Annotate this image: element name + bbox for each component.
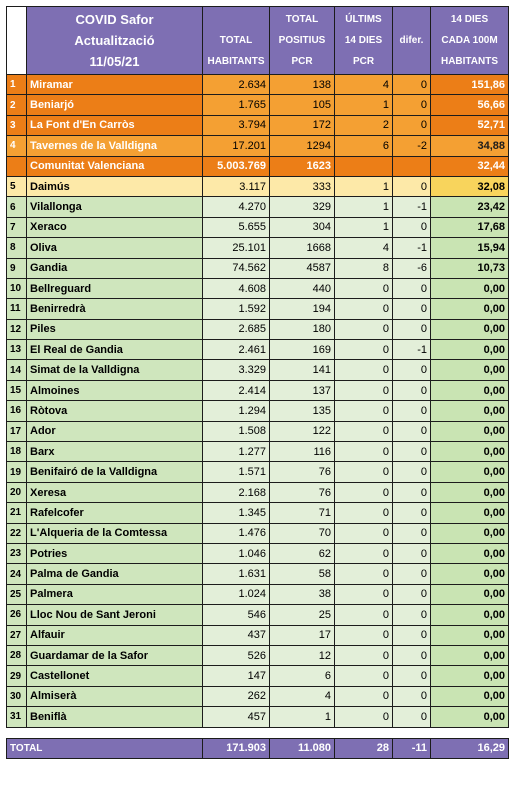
community-name: Comunitat Valenciana <box>27 156 203 176</box>
table-row <box>7 421 509 441</box>
total-pcr-value: 329 <box>270 197 335 217</box>
header-total-pcr-l3: PCR <box>291 56 313 67</box>
total-pcr-value: 122 <box>270 421 335 441</box>
last14-pcr-value: 2 <box>335 115 393 135</box>
difference-value: 0 <box>393 584 431 604</box>
population-value: 3.117 <box>203 176 270 196</box>
difference-value: 0 <box>393 605 431 625</box>
table-row <box>7 115 509 135</box>
last14-pcr-value: 8 <box>335 258 393 278</box>
last14-pcr-value: 0 <box>335 380 393 400</box>
total-pcr-value: 137 <box>270 380 335 400</box>
row-index: 12 <box>7 319 27 339</box>
rate-per-100k-value: 0,00 <box>431 482 509 502</box>
community-population: 5.003.769 <box>203 156 270 176</box>
row-index: 15 <box>7 380 27 400</box>
spacer-cell <box>7 727 509 738</box>
total-pcr-value: 62 <box>270 543 335 563</box>
rate-per-100k-value: 0,00 <box>431 278 509 298</box>
population-value: 2.414 <box>203 380 270 400</box>
population-value: 4.270 <box>203 197 270 217</box>
table-row <box>7 686 509 706</box>
table-row <box>7 666 509 686</box>
population-value: 1.631 <box>203 564 270 584</box>
municipality-name: Ador <box>27 421 203 441</box>
header-rate-l2: CADA 100M <box>441 35 498 46</box>
total-label: TOTAL <box>7 738 203 758</box>
difference-value: -6 <box>393 258 431 278</box>
population-value: 74.562 <box>203 258 270 278</box>
row-index: 31 <box>7 707 27 727</box>
header-last14-l1: ÚLTIMS <box>345 14 382 25</box>
total-pcr-value: 194 <box>270 299 335 319</box>
population-value: 4.608 <box>203 278 270 298</box>
difference-value: 0 <box>393 564 431 584</box>
difference-value: 0 <box>393 421 431 441</box>
difference-value: 0 <box>393 707 431 727</box>
difference-value: -1 <box>393 197 431 217</box>
community-last14-blank <box>335 156 393 176</box>
municipality-name: El Real de Gandia <box>27 340 203 360</box>
rate-per-100k-value: 0,00 <box>431 523 509 543</box>
table-row <box>7 523 509 543</box>
population-value: 2.634 <box>203 75 270 95</box>
community-pcr: 1623 <box>270 156 335 176</box>
total-pcr-value: 138 <box>270 75 335 95</box>
municipality-name: Alfauir <box>27 625 203 645</box>
difference-value: 0 <box>393 176 431 196</box>
total-pcr-value: 76 <box>270 482 335 502</box>
table-row <box>7 319 509 339</box>
last14-pcr-value: 0 <box>335 666 393 686</box>
municipality-name: Beniflà <box>27 707 203 727</box>
last14-pcr-value: 0 <box>335 442 393 462</box>
header-last14 <box>335 7 393 75</box>
total-pcr-value: 116 <box>270 442 335 462</box>
table-row <box>7 707 509 727</box>
municipality-name: Vilallonga <box>27 197 203 217</box>
last14-pcr-value: 0 <box>335 503 393 523</box>
difference-value: -1 <box>393 238 431 258</box>
municipality-name: La Font d'En Carròs <box>27 115 203 135</box>
total-pcr-value: 76 <box>270 462 335 482</box>
title-line-2: Actualització <box>74 33 155 48</box>
header-population <box>203 7 270 75</box>
population-value: 2.461 <box>203 340 270 360</box>
municipality-name: Rafelcofer <box>27 503 203 523</box>
rate-per-100k-value: 0,00 <box>431 442 509 462</box>
population-value: 3.329 <box>203 360 270 380</box>
community-row <box>7 156 509 176</box>
population-value: 2.685 <box>203 319 270 339</box>
community-diff-blank <box>393 156 431 176</box>
total-pcr-value: 180 <box>270 319 335 339</box>
population-value: 1.571 <box>203 462 270 482</box>
header-total-pcr-l2: POSITIUS <box>278 35 326 46</box>
covid-safor-table <box>6 6 509 759</box>
population-value: 1.476 <box>203 523 270 543</box>
total-pcr-value: 71 <box>270 503 335 523</box>
rate-per-100k-value: 56,66 <box>431 95 509 115</box>
header-rate-l3: HABITANTS <box>440 56 499 67</box>
header-rate-l1: 14 DIES <box>450 14 489 25</box>
population-value: 1.294 <box>203 401 270 421</box>
covid-table-container <box>6 6 509 759</box>
difference-value: 0 <box>393 299 431 319</box>
header-row <box>7 7 509 75</box>
row-index: 25 <box>7 584 27 604</box>
municipality-name: Piles <box>27 319 203 339</box>
population-value: 457 <box>203 707 270 727</box>
total-last14: 28 <box>335 738 393 758</box>
rate-per-100k-value: 15,94 <box>431 238 509 258</box>
rate-per-100k-value: 0,00 <box>431 503 509 523</box>
municipality-name: Barx <box>27 442 203 462</box>
total-pcr-value: 333 <box>270 176 335 196</box>
municipality-name: Benifairó de la Valldigna <box>27 462 203 482</box>
table-row <box>7 197 509 217</box>
table-row <box>7 482 509 502</box>
last14-pcr-value: 0 <box>335 421 393 441</box>
last14-pcr-value: 4 <box>335 238 393 258</box>
last14-pcr-value: 0 <box>335 605 393 625</box>
municipality-name: Palmera <box>27 584 203 604</box>
last14-pcr-value: 0 <box>335 340 393 360</box>
municipality-name: Gandia <box>27 258 203 278</box>
row-index: 16 <box>7 401 27 421</box>
difference-value: 0 <box>393 625 431 645</box>
row-index: 9 <box>7 258 27 278</box>
total-pcr-value: 12 <box>270 645 335 665</box>
header-diff <box>393 7 431 75</box>
row-index: 27 <box>7 625 27 645</box>
header-population-l1: TOTAL <box>219 35 253 46</box>
title-line-1: COVID Safor <box>75 12 154 27</box>
last14-pcr-value: 0 <box>335 707 393 727</box>
total-pcr: 11.080 <box>270 738 335 758</box>
difference-value: 0 <box>393 360 431 380</box>
rate-per-100k-value: 151,86 <box>431 75 509 95</box>
table-row <box>7 360 509 380</box>
total-pcr-value: 25 <box>270 605 335 625</box>
total-row <box>7 738 509 758</box>
difference-value: 0 <box>393 543 431 563</box>
header-last14-l2: 14 DIES <box>344 35 383 46</box>
municipality-name: Guardamar de la Safor <box>27 645 203 665</box>
total-pcr-value: 4 <box>270 686 335 706</box>
row-index: 23 <box>7 543 27 563</box>
municipality-name: Benirredrà <box>27 299 203 319</box>
table-row <box>7 95 509 115</box>
difference-value: 0 <box>393 462 431 482</box>
row-index: 19 <box>7 462 27 482</box>
total-population: 171.903 <box>203 738 270 758</box>
rate-per-100k-value: 17,68 <box>431 217 509 237</box>
row-index: 14 <box>7 360 27 380</box>
row-index: 26 <box>7 605 27 625</box>
total-pcr-value: 440 <box>270 278 335 298</box>
header-rate <box>431 7 509 75</box>
total-pcr-value: 1668 <box>270 238 335 258</box>
table-row <box>7 278 509 298</box>
population-value: 1.508 <box>203 421 270 441</box>
difference-value: 0 <box>393 115 431 135</box>
report-title <box>27 7 203 75</box>
rate-per-100k-value: 23,42 <box>431 197 509 217</box>
table-row <box>7 564 509 584</box>
population-value: 1.345 <box>203 503 270 523</box>
municipality-name: Potries <box>27 543 203 563</box>
row-index: 29 <box>7 666 27 686</box>
row-index: 28 <box>7 645 27 665</box>
header-blank-cell <box>7 7 27 75</box>
total-pcr-value: 4587 <box>270 258 335 278</box>
last14-pcr-value: 1 <box>335 95 393 115</box>
rate-per-100k-value: 0,00 <box>431 380 509 400</box>
population-value: 1.046 <box>203 543 270 563</box>
municipality-name: Almoines <box>27 380 203 400</box>
last14-pcr-value: 0 <box>335 645 393 665</box>
population-value: 5.655 <box>203 217 270 237</box>
table-row <box>7 625 509 645</box>
spacer-row <box>7 727 509 738</box>
municipality-name: Xeraco <box>27 217 203 237</box>
table-row <box>7 584 509 604</box>
rate-per-100k-value: 0,00 <box>431 319 509 339</box>
table-row <box>7 401 509 421</box>
table-row <box>7 380 509 400</box>
total-rate: 16,29 <box>431 738 509 758</box>
difference-value: 0 <box>393 75 431 95</box>
last14-pcr-value: 4 <box>335 75 393 95</box>
municipality-name: Ròtova <box>27 401 203 421</box>
last14-pcr-value: 0 <box>335 319 393 339</box>
last14-pcr-value: 0 <box>335 278 393 298</box>
municipality-name: Palma de Gandia <box>27 564 203 584</box>
total-pcr-value: 17 <box>270 625 335 645</box>
difference-value: -2 <box>393 136 431 156</box>
population-value: 526 <box>203 645 270 665</box>
municipality-name: Tavernes de la Valldigna <box>27 136 203 156</box>
total-pcr-value: 58 <box>270 564 335 584</box>
difference-value: 0 <box>393 482 431 502</box>
header-total-pcr-l1: TOTAL <box>285 14 319 25</box>
row-index: 13 <box>7 340 27 360</box>
total-diff: -11 <box>393 738 431 758</box>
last14-pcr-value: 0 <box>335 523 393 543</box>
row-index: 30 <box>7 686 27 706</box>
municipality-name: L'Alqueria de la Comtessa <box>27 523 203 543</box>
rate-per-100k-value: 32,08 <box>431 176 509 196</box>
difference-value: -1 <box>393 340 431 360</box>
rate-per-100k-value: 10,73 <box>431 258 509 278</box>
difference-value: 0 <box>393 523 431 543</box>
population-value: 147 <box>203 666 270 686</box>
rate-per-100k-value: 0,00 <box>431 543 509 563</box>
population-value: 1.592 <box>203 299 270 319</box>
table-row <box>7 503 509 523</box>
last14-pcr-value: 0 <box>335 482 393 502</box>
rate-per-100k-value: 0,00 <box>431 707 509 727</box>
municipality-name: Castellonet <box>27 666 203 686</box>
total-pcr-value: 135 <box>270 401 335 421</box>
total-pcr-value: 141 <box>270 360 335 380</box>
title-line-3: 11/05/21 <box>89 54 140 69</box>
row-index: 10 <box>7 278 27 298</box>
population-value: 437 <box>203 625 270 645</box>
rate-per-100k-value: 34,88 <box>431 136 509 156</box>
table-row <box>7 340 509 360</box>
last14-pcr-value: 1 <box>335 176 393 196</box>
rate-per-100k-value: 0,00 <box>431 605 509 625</box>
municipality-name: Lloc Nou de Sant Jeroni <box>27 605 203 625</box>
population-value: 2.168 <box>203 482 270 502</box>
total-pcr-value: 105 <box>270 95 335 115</box>
total-pcr-value: 1294 <box>270 136 335 156</box>
last14-pcr-value: 0 <box>335 564 393 584</box>
last14-pcr-value: 0 <box>335 360 393 380</box>
row-index: 24 <box>7 564 27 584</box>
total-pcr-value: 304 <box>270 217 335 237</box>
total-pcr-value: 172 <box>270 115 335 135</box>
municipality-name: Daimús <box>27 176 203 196</box>
table-row <box>7 75 509 95</box>
row-index: 8 <box>7 238 27 258</box>
population-value: 262 <box>203 686 270 706</box>
table-row <box>7 299 509 319</box>
row-index: 3 <box>7 115 27 135</box>
row-index: 7 <box>7 217 27 237</box>
municipality-name: Oliva <box>27 238 203 258</box>
row-index: 18 <box>7 442 27 462</box>
municipality-name: Beniarjó <box>27 95 203 115</box>
difference-value: 0 <box>393 401 431 421</box>
table-row <box>7 543 509 563</box>
population-value: 546 <box>203 605 270 625</box>
row-index: 22 <box>7 523 27 543</box>
municipality-name: Simat de la Valldigna <box>27 360 203 380</box>
row-index: 4 <box>7 136 27 156</box>
row-index: 5 <box>7 176 27 196</box>
difference-value: 0 <box>393 503 431 523</box>
difference-value: 0 <box>393 319 431 339</box>
community-index-blank <box>7 156 27 176</box>
rate-per-100k-value: 0,00 <box>431 421 509 441</box>
municipality-name: Bellreguard <box>27 278 203 298</box>
last14-pcr-value: 0 <box>335 299 393 319</box>
population-value: 1.024 <box>203 584 270 604</box>
table-row <box>7 258 509 278</box>
table-row <box>7 442 509 462</box>
header-last14-l3: PCR <box>352 56 375 67</box>
row-index: 11 <box>7 299 27 319</box>
rate-per-100k-value: 52,71 <box>431 115 509 135</box>
row-index: 21 <box>7 503 27 523</box>
difference-value: 0 <box>393 95 431 115</box>
population-value: 1.277 <box>203 442 270 462</box>
row-index: 20 <box>7 482 27 502</box>
last14-pcr-value: 0 <box>335 543 393 563</box>
last14-pcr-value: 0 <box>335 584 393 604</box>
difference-value: 0 <box>393 666 431 686</box>
total-pcr-value: 70 <box>270 523 335 543</box>
total-pcr-value: 169 <box>270 340 335 360</box>
total-pcr-value: 38 <box>270 584 335 604</box>
population-value: 1.765 <box>203 95 270 115</box>
rate-per-100k-value: 0,00 <box>431 462 509 482</box>
row-index: 17 <box>7 421 27 441</box>
header-total-pcr <box>270 7 335 75</box>
rate-per-100k-value: 0,00 <box>431 564 509 584</box>
municipality-name: Xeresa <box>27 482 203 502</box>
rate-per-100k-value: 0,00 <box>431 666 509 686</box>
difference-value: 0 <box>393 217 431 237</box>
community-rate: 32,44 <box>431 156 509 176</box>
last14-pcr-value: 1 <box>335 217 393 237</box>
table-row <box>7 462 509 482</box>
population-value: 17.201 <box>203 136 270 156</box>
difference-value: 0 <box>393 686 431 706</box>
rate-per-100k-value: 0,00 <box>431 584 509 604</box>
last14-pcr-value: 0 <box>335 686 393 706</box>
table-row <box>7 176 509 196</box>
rate-per-100k-value: 0,00 <box>431 360 509 380</box>
last14-pcr-value: 1 <box>335 197 393 217</box>
total-pcr-value: 1 <box>270 707 335 727</box>
difference-value: 0 <box>393 380 431 400</box>
rate-per-100k-value: 0,00 <box>431 340 509 360</box>
total-pcr-value: 6 <box>270 666 335 686</box>
population-value: 25.101 <box>203 238 270 258</box>
row-index: 1 <box>7 75 27 95</box>
last14-pcr-value: 0 <box>335 462 393 482</box>
table-row <box>7 217 509 237</box>
table-row <box>7 238 509 258</box>
table-row <box>7 136 509 156</box>
table-row <box>7 645 509 665</box>
rate-per-100k-value: 0,00 <box>431 401 509 421</box>
last14-pcr-value: 0 <box>335 625 393 645</box>
table-row <box>7 605 509 625</box>
row-index: 2 <box>7 95 27 115</box>
difference-value: 0 <box>393 278 431 298</box>
rate-per-100k-value: 0,00 <box>431 686 509 706</box>
municipality-name: Miramar <box>27 75 203 95</box>
municipality-name: Almiserà <box>27 686 203 706</box>
rate-per-100k-value: 0,00 <box>431 299 509 319</box>
rate-per-100k-value: 0,00 <box>431 645 509 665</box>
last14-pcr-value: 6 <box>335 136 393 156</box>
difference-value: 0 <box>393 645 431 665</box>
rate-per-100k-value: 0,00 <box>431 625 509 645</box>
last14-pcr-value: 0 <box>335 401 393 421</box>
difference-value: 0 <box>393 442 431 462</box>
population-value: 3.794 <box>203 115 270 135</box>
row-index: 6 <box>7 197 27 217</box>
header-diff-l1: difer. <box>399 35 424 46</box>
header-population-l2: HABITANTS <box>207 56 265 67</box>
